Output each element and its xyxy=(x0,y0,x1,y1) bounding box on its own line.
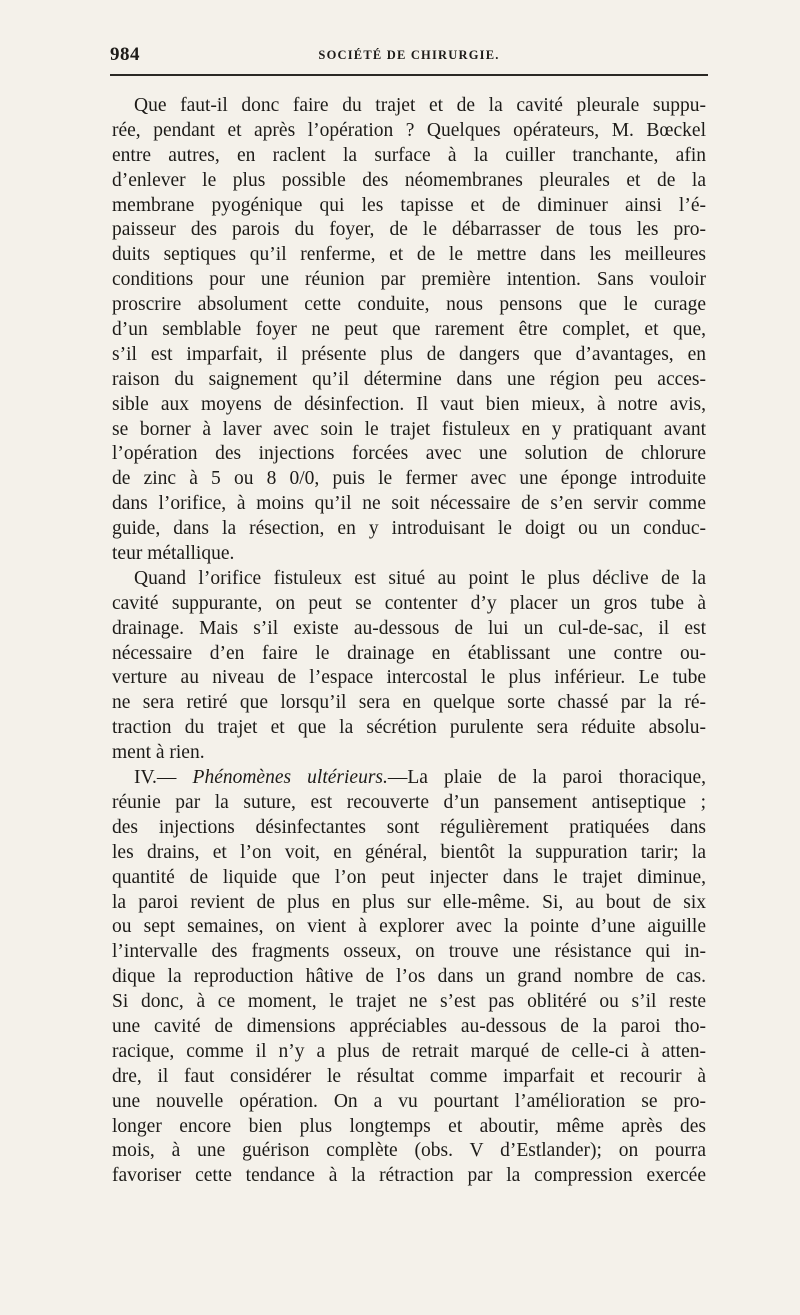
section-number: IV.— xyxy=(134,767,193,789)
text-line: dans l’orifice, à moins qu’il ne soit nécessaire de s’en servir comme xyxy=(112,493,706,515)
section-title: Phénomènes ultérieurs. xyxy=(192,767,388,789)
text-line: une cavité de dimensions appréciables au-dessous de la paroi tho- xyxy=(112,1015,706,1037)
page-number: 984 xyxy=(110,44,140,65)
text-line: nécessaire d’en faire le drainage en établissant une contre ou- xyxy=(112,642,706,664)
text-line: s’il est imparfait, il présente plus de dangers que d’avantages, en xyxy=(112,343,706,365)
section-heading-rest: —La plaie de la paroi thoracique, xyxy=(387,767,706,789)
text-line: favoriser cette tendance à la rétraction par la compression exercée xyxy=(112,1165,706,1187)
text-line: cavité suppurante, on peut se contenter d’y placer un gros tube à xyxy=(112,592,706,614)
text-line: Que faut-il donc faire du trajet et de la cavité pleurale suppu- xyxy=(134,95,706,116)
text-line: les drains, et l’on voit, en général, bientôt la suppuration tarir; la xyxy=(112,841,706,863)
text-line: ne sera retiré que lorsqu’il sera en quelque sorte chassé par la ré- xyxy=(112,692,706,714)
text-line: quantité de liquide que l’on peut injecter dans le trajet diminue, xyxy=(112,866,706,888)
text-line: membrane pyogénique qui les tapisse et de diminuer ainsi l’é- xyxy=(112,194,706,216)
text-line: des injections désinfectantes sont régulièrement pratiquées dans xyxy=(112,816,706,838)
text-line: l’opération des injections forcées avec une solution de chlorure xyxy=(112,443,706,465)
text-line: teur métallique. xyxy=(112,543,235,565)
text-line: longer encore bien plus longtemps et aboutir, même après des xyxy=(112,1115,706,1137)
text-line: racique, comme il n’y a plus de retrait marqué de celle-ci à atten- xyxy=(112,1040,706,1062)
text-line: Si donc, à ce moment, le trajet ne s’est pas oblitéré ou s’il reste xyxy=(112,991,706,1013)
text-line: conditions pour une réunion par première intention. Sans vouloir xyxy=(112,269,706,291)
text-line: se borner à laver avec soin le trajet fistuleux en y pratiquant avant xyxy=(112,418,706,440)
running-title: SOCIÉTÉ DE CHIRURGIE. xyxy=(318,48,500,62)
text-line: réunie par la suture, est recouverte d’un pansement antiseptique ; xyxy=(112,791,706,813)
text-line: l’intervalle des fragments osseux, on trouve une résistance qui in- xyxy=(112,941,706,963)
text-line: raison du saignement qu’il détermine dans une région peu acces- xyxy=(112,368,706,390)
text-line: la paroi revient de plus en plus sur elle-même. Si, au bout de six xyxy=(112,891,706,913)
text-line: traction du trajet et que la sécrétion purulente sera réduite absolu- xyxy=(112,717,706,739)
section-heading-line xyxy=(112,766,706,791)
text-line: verture au niveau de l’espace intercostal le plus inférieur. Le tube xyxy=(112,667,706,689)
text-line: proscrire absolument cette conduite, nous pensons que le curage xyxy=(112,294,706,316)
text-line: entre autres, en raclent la surface à la cuiller tranchante, afin xyxy=(112,144,706,166)
text-line: dique la reproduction hâtive de l’os dans un grand nombre de cas. xyxy=(112,966,706,988)
text-line: guide, dans la résection, en y introduisant le doigt ou un conduc- xyxy=(112,518,706,540)
text-line: paisseur des parois du foyer, de le débarrasser de tous les pro- xyxy=(112,219,706,241)
text-line: sible aux moyens de désinfection. Il vaut bien mieux, à notre avis, xyxy=(112,393,706,415)
page-header xyxy=(110,44,708,70)
text-line: dre, il faut considérer le résultat comme imparfait et recourir à xyxy=(112,1065,706,1087)
text-line: d’enlever le plus possible des néomembranes pleurales et de la xyxy=(112,169,706,191)
text-line: mois, à une guérison complète (obs. V d’Estlander); on pourra xyxy=(112,1140,706,1162)
text-line: d’un semblable foyer ne peut que rarement être complet, et que, xyxy=(112,319,706,341)
text-line: Quand l’orifice fistuleux est situé au point le plus déclive de la xyxy=(134,567,706,589)
header-rule xyxy=(110,74,708,76)
body-text xyxy=(112,94,706,1189)
text-line: ment à rien. xyxy=(112,742,205,764)
text-line: rée, pendant et après l’opération ? Quelques opérateurs, M. Bœckel xyxy=(112,119,706,141)
text-line: de zinc à 5 ou 8 0/0, puis le fermer avec une éponge introduite xyxy=(112,468,706,490)
text-line: drainage. Mais s’il existe au-dessous de lui un cul-de-sac, il est xyxy=(112,617,706,639)
text-line: une nouvelle opération. On a vu pourtant l’amélioration se pro- xyxy=(112,1090,706,1112)
text-line: ou sept semaines, on vient à explorer avec la pointe d’une aiguille xyxy=(112,916,706,938)
text-line: duits septiques qu’il renferme, et de le mettre dans les meilleures xyxy=(112,244,706,266)
